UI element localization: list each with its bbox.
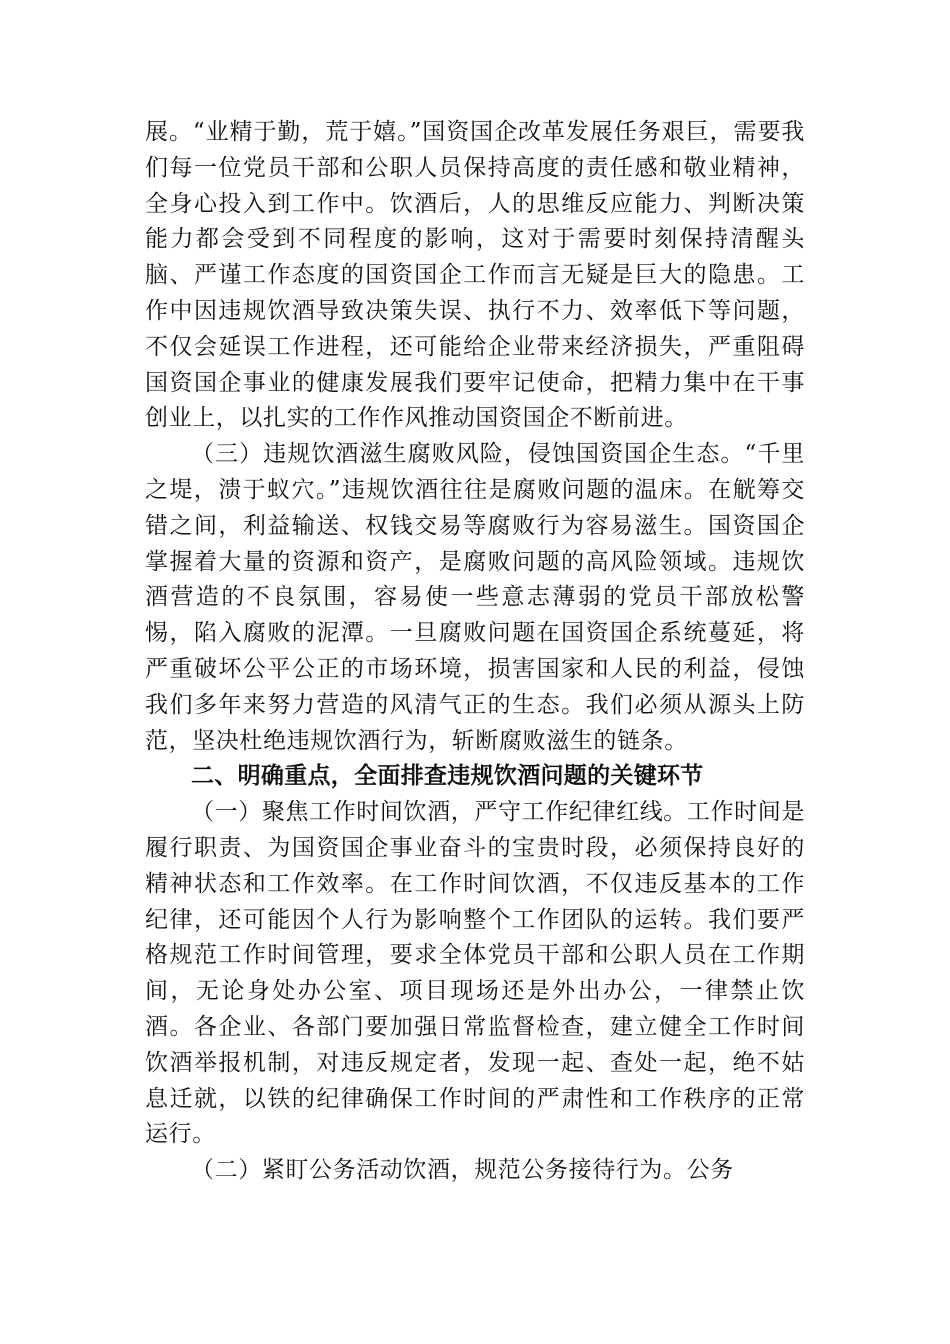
- paragraph-section-three: （三）违规饮酒滋生腐败风险，侵蚀国资国企生态。“千里之堤，溃于蚁穴。”违规饮酒往往是腐败问题的温床。在觥筹交错之间，利益输送、权钱交易等腐败行为容易滋生。国资国企掌握着大量的资源和资产，是腐败问题的高风险领域。违规饮酒营造的不良氛围，容易使一些意志薄弱的党员干部放松警惕，陷入腐败的泥潭。一旦腐败问题在国资国企系统蔓延，将严重破坏公平公正的市场环境，损害国家和人民的利益，侵蚀我们多年来努力营造的风清气正的生态。我们必须从源头上防范，坚决杜绝违规饮酒行为，斩断腐败滋生的链条。: [145, 441, 805, 754]
- document-page: [145, 115, 805, 1189]
- section-heading-two: 二、明确重点，全面排查违规饮酒问题的关键环节: [191, 763, 704, 790]
- paragraph-continuation: 展。“业精于勤，荒于嬉。”国资国企改革发展任务艰巨，需要我们每一位党员干部和公职人员保持高度的责任感和敬业精神，全身心投入到工作中。饮酒后，人的思维反应能力、判断决策能力都会受到不同程度的影响，这对于需要时刻保持清醒头脑、严谨工作态度的国资国企工作而言无疑是巨大的隐患。工作中因违规饮酒导致决策失误、执行不力、效率低下等问题，不仅会延误工作进程，还可能给企业带来经济损失，严重阻碍国资国企事业的健康发展我们要牢记使命，把精力集中在干事创业上，以扎实的工作作风推动国资国企不断前进。: [145, 119, 805, 432]
- paragraph-subsection-two: （二）紧盯公务活动饮酒，规范公务接待行为。公务: [191, 1157, 734, 1184]
- paragraph-subsection-one: （一）聚焦工作时间饮酒，严守工作纪律红线。工作时间是履行职责、为国资国企事业奋斗的宝贵时段，必须保持良好的精神状态和工作效率。在工作时间饮酒，不仅违反基本的工作纪律，还可能因个人行为影响整个工作团队的运转。我们要严格规范工作时间管理，要求全体党员干部和公职人员在工作期间，无论身处办公室、项目现场还是外出办公，一律禁止饮酒。各企业、各部门要加强日常监督检查，建立健全工作时间饮酒举报机制，对违反规定者，发现一起、查处一起，绝不姑息迁就，以铁的纪律确保工作时间的严肃性和工作秩序的正常运行。: [145, 799, 805, 1148]
